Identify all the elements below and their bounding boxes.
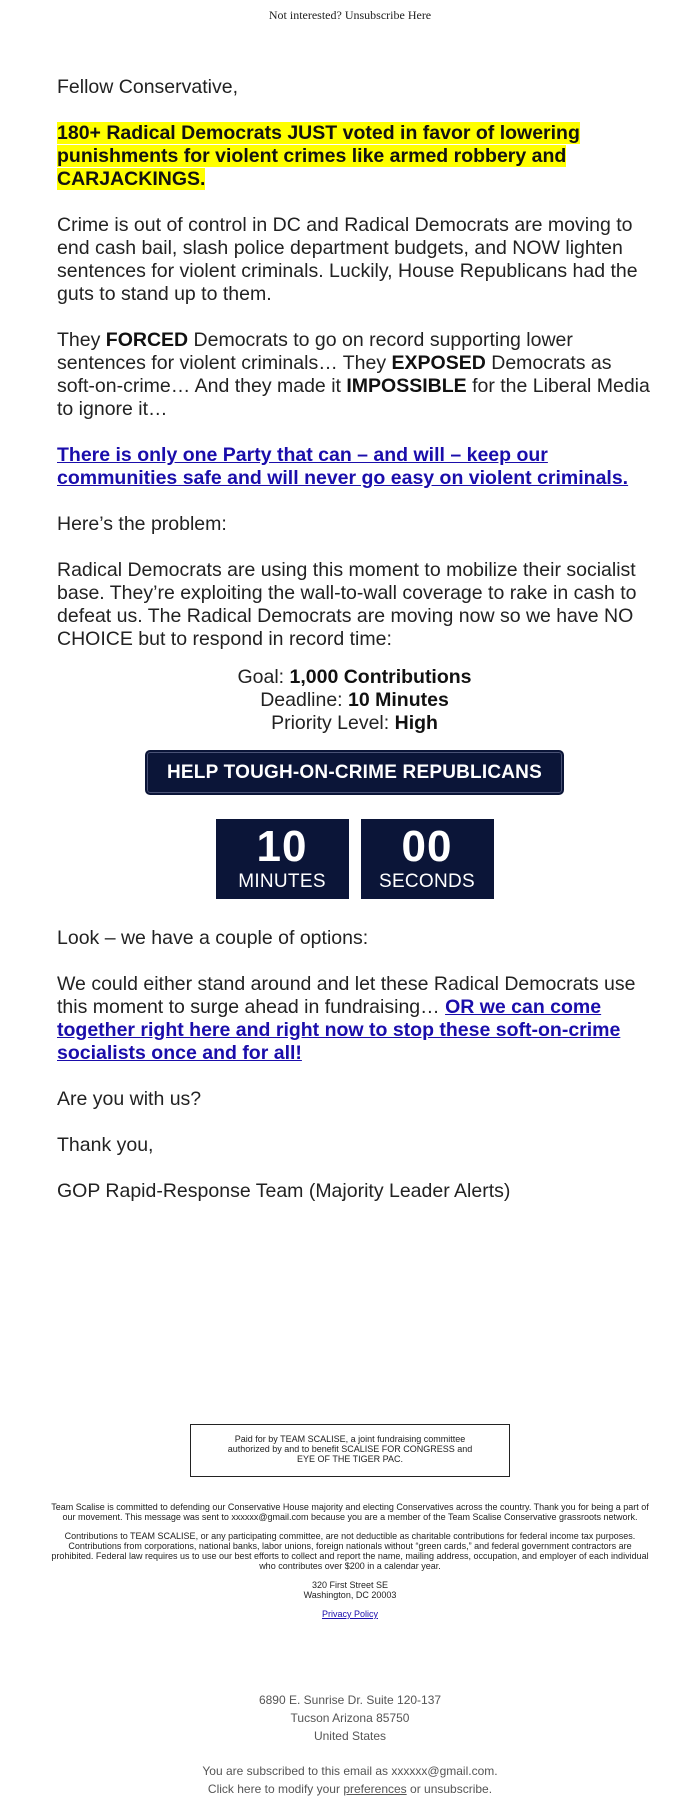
deadline-value: 10 Minutes [348, 689, 449, 711]
footer-commitment: Team Scalise is committed to defending our Conservative House majority and electing Conservatives across the country. Thank you for being a part of our movement. This message was sent to xxxxxx@gmail.com because you are a member of the Team Scalise Conservative grassroots network. [51, 1502, 649, 1522]
question-line: Are you with us? [57, 1088, 202, 1110]
text-span: Click here to modify your [207, 1782, 344, 1796]
bold-impossible: IMPOSSIBLE [346, 375, 467, 397]
address-line: United States [313, 1729, 387, 1743]
paragraph-radical: Radical Democrats are using this moment to mobilize their socialist base. They’re exploiting the wall-to-wall coverage to rake in cash to defeat us. The Radical Democrats are moving now so we have NO CHOICE but to respond in record time: [57, 559, 637, 650]
goal-label: Goal: [237, 666, 290, 688]
paragraph-forced [57, 329, 652, 421]
thanks-line: Thank you, [57, 1134, 154, 1156]
text-span: Democrats as soft-on-crime… And they made it [57, 352, 612, 397]
paragraph-crime: Crime is out of control in DC and Radical Democrats are moving to end cash bail, slash police department budgets, and NOW lighten sentences for violent criminals. Luckily, House Republicans had the guts to stand up to them. [57, 214, 638, 305]
timer-minutes-label: MINUTES [238, 871, 326, 892]
headline-highlight [57, 122, 652, 191]
subscribed-line: You are subscribed to this email as xxxxxx@gmail.com. [202, 1764, 498, 1778]
address-line: Tucson Arizona 85750 [290, 1711, 410, 1725]
timer-seconds-value: 00 [401, 822, 453, 871]
text-span: They [57, 329, 106, 351]
priority-line [57, 712, 652, 735]
timer-minutes-box [216, 819, 349, 899]
priority-label: Priority Level: [271, 712, 395, 734]
preferences-link[interactable]: preferences [343, 1782, 407, 1796]
footer-legal [48, 1502, 652, 1628]
mailing-address [0, 1691, 700, 1745]
timer-seconds-box [361, 819, 494, 899]
address-line: 6890 E. Sunrise Dr. Suite 120-137 [258, 1693, 442, 1707]
greeting: Fellow Conservative, [57, 76, 238, 98]
goal-line [57, 666, 652, 689]
countdown-timer [57, 819, 652, 899]
goal-block [57, 666, 652, 735]
modify-line [0, 1780, 700, 1798]
deadline-label: Deadline: [260, 689, 349, 711]
goal-value: 1,000 Contributions [289, 666, 472, 688]
text-span: or unsubscribe. [406, 1782, 493, 1796]
timer-minutes-value: 10 [256, 822, 308, 871]
text-span: We could either stand around and let these Radical Democrats use this moment to surge ahead in fundraising… [57, 973, 636, 1018]
come-together-link[interactable]: OR we can come together right here and right now to stop these soft-on-crime socialists once and for all! [57, 996, 621, 1064]
footer-address [48, 1580, 652, 1600]
signature: GOP Rapid-Response Team (Majority Leader Alerts) [57, 1180, 511, 1202]
deadline-line [57, 689, 652, 712]
unsubscribe-link[interactable]: Not interested? Unsubscribe Here [268, 8, 432, 22]
bold-forced: FORCED [105, 329, 189, 351]
timer-seconds-label: SECONDS [378, 871, 476, 892]
footer-contributions: Contributions to TEAM SCALISE, or any participating committee, are not deductible as charitable contributions for federal income tax purposes. Contributions from corporations, national banks, labor unions, foreign nationals without “green cards,” and federal government contractors are prohibited. Federal law requires us to use our best efforts to collect and report the name, mailing address, occupation, and employer of each individual who contributes over $200 in a calendar year. [51, 1531, 649, 1571]
bold-exposed: EXPOSED [391, 352, 486, 374]
highlight-text: 180+ Radical Democrats JUST voted in favor of lowering punishments for violent crimes like armed robbery and CARJACKINGS. [57, 122, 580, 190]
text-span: for the Liberal Media to ignore it… [57, 375, 650, 420]
email-body [57, 76, 652, 1226]
one-party-link[interactable]: There is only one Party that can – and will – keep our communities safe and will never go easy on violent criminals. [57, 444, 629, 489]
paragraph-options [57, 973, 652, 1065]
text-span: Democrats to go on record supporting lower sentences for violent criminals… They [57, 329, 573, 374]
options-line: Look – we have a couple of options: [57, 927, 369, 949]
paid-for-disclaimer: Paid for by TEAM SCALISE, a joint fundraising committee authorized by and to benefit SCALISE FOR CONGRESS and EYE OF THE TIGER PAC. [190, 1424, 510, 1477]
problem-heading: Here’s the problem: [57, 513, 227, 535]
priority-value: High [394, 712, 438, 734]
help-republicans-button[interactable]: HELP TOUGH-ON-CRIME REPUBLICANS [145, 750, 564, 795]
subscription-info [0, 1762, 700, 1798]
privacy-policy-link[interactable]: Privacy Policy [321, 1609, 378, 1619]
address-line: Washington, DC 20003 [303, 1590, 397, 1600]
address-line: 320 First Street SE [311, 1580, 389, 1590]
